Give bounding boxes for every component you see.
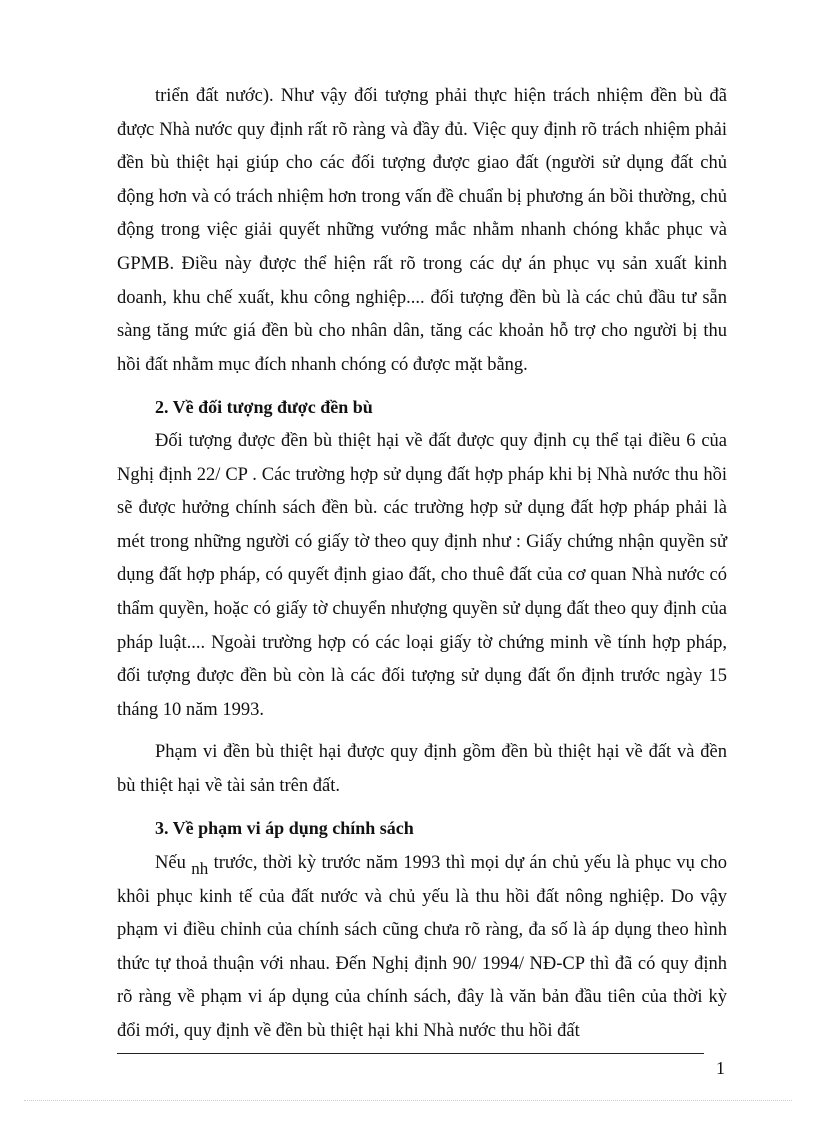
paragraph-continuation: triển đất nước). Như vậy đối tượng phải thực hiện trách nhiệm đền bù đã được Nhà nước quy định rất rõ ràng và đầy đủ. Việc quy định rõ trách nhiệm phải đền bù thiệt hại giúp cho các đối tượng được giao đất (người sử dụng đất chủ động hơn và có trách nhiệm hơn trong vấn đề chuẩn bị phương án bồi thường, chủ động trong việc giải quyết những vướng mắc nhằm nhanh chóng khắc phục và GPMB. Điều này được thể hiện rất rõ trong các dự án phục vụ sản xuất kinh doanh, khu chế xuất, khu công nghiệp.... đối tượng đền bù là các chủ đầu tư sẵn sàng tăng mức giá đền bù cho nhân dân, tăng các khoản hỗ trợ cho người bị thu hồi đất nhằm mục đích nhanh chóng có được mặt bằng. xyxy=(117,86,727,375)
page-number: 1 xyxy=(716,1058,725,1078)
paragraph-policy-scope-rest: trước, thời kỳ trước năm 1993 thì mọi dự án chủ yếu là phục vụ cho khôi phục kinh tế của đất nước và chủ yếu là thu hồi đất nông nghiệp. Do vậy phạm vi điều chỉnh của chính sách cũng chưa rõ ràng, đa số là áp dụng theo hình thức tự thoả thuận với nhau. Đến Nghị định 90/ 1994/ NĐ-CP thì đã có quy định rõ ràng về phạm vi áp dụng của chính sách, đây là văn bản đầu tiên của thời kỳ đổi mới, quy định về đền bù thiệt hại khi Nhà nước thu hồi đất xyxy=(117,853,728,1042)
document-body xyxy=(117,80,727,1049)
paragraph-policy-scope xyxy=(117,846,727,1049)
paragraph-policy-scope-subscript: nh xyxy=(191,859,209,879)
paragraph-policy-scope-start: Nếu xyxy=(155,853,186,874)
paragraph-compensated-parties: Đối tượng được đền bù thiệt hại về đất được quy định cụ thể tại điều 6 của Nghị định 22/ CP . Các trường hợp sử dụng đất hợp pháp khi bị Nhà nước thu hồi sẽ được hưởng chính sách đền bù. các trường hợp sử dụng đất hợp pháp phải là mét trong những người có giấy tờ theo quy định như : Giấy chứng nhận quyền sử dụng đất hợp pháp, có quyết định giao đất, cho thuê đất của cơ quan Nhà nước có thẩm quyền, hoặc có giấy tờ chuyển nhượng quyền sử dụng đất theo quy định của pháp luật.... Ngoài trường hợp có các loại giấy tờ chứng minh về tính hợp pháp, đối tượng được đền bù còn là các đối tượng sử dụng đất ổn định trước ngày 15 tháng 10 năm 1993. xyxy=(117,430,727,720)
page-bottom-dotted-border xyxy=(24,1100,792,1101)
footer-divider xyxy=(117,1053,704,1054)
paragraph-compensation-scope: Phạm vi đền bù thiệt hại được quy định gồm đền bù thiệt hại về đất và đền bù thiệt hại về tài sản trên đất. xyxy=(117,742,727,796)
section-heading-2: 2. Về đối tượng được đền bù xyxy=(155,397,373,418)
section-heading-3: 3. Về phạm vi áp dụng chính sách xyxy=(155,818,414,839)
